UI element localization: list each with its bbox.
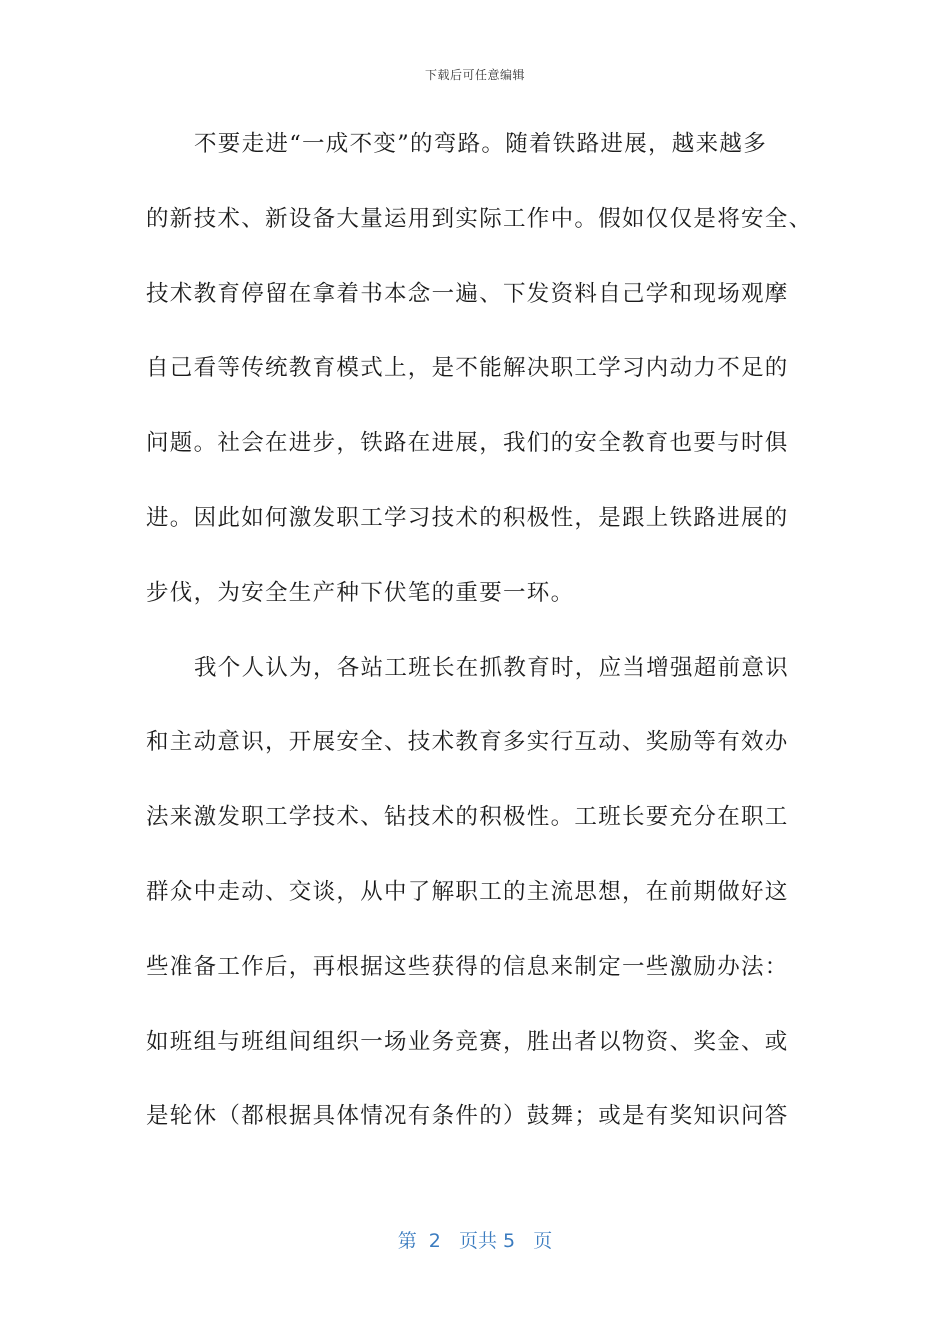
paragraph-1-line-2: 的新技术、新设备大量运用到实际工作中。假如仅仅是将安全、 [146, 205, 813, 232]
paragraph-1-line-1: 不要走进“一成不变”的弯路。随着铁路进展，越来越多 [194, 131, 768, 157]
page-header: 下载后可任意编辑 [424, 68, 525, 82]
paragraph-1-line-4: 自己看等传统教育模式上，是不能解决职工学习内动力不足的 [146, 355, 789, 382]
paragraph-2-line-5: 些准备工作后，再根据这些获得的信息来制定一些激励办法： [146, 953, 789, 980]
paragraph-2-line-3: 法来激发职工学技术、钻技术的积极性。工班长要充分在职工 [146, 804, 789, 831]
paragraph-1-line-3: 技术教育停留在拿着书本念一遍、下发资料自己学和现场观摩 [146, 280, 789, 307]
paragraph-2-line-4: 群众中走动、交谈，从中了解职工的主流思想，在前期做好这 [146, 878, 789, 905]
paragraph-2-line-1: 我个人认为，各站工班长在抓教育时，应当增强超前意识 [194, 654, 790, 681]
paragraph-2-line-6: 如班组与班组间组织一场业务竞赛，胜出者以物资、奖金、或 [146, 1028, 789, 1055]
paragraph-1-line-5: 问题。社会在进步，铁路在进展，我们的安全教育也要与时俱 [146, 430, 789, 457]
paragraph-2-line-7: 是轮休（都根据具体情况有条件的）鼓舞；或是有奖知识问答 [146, 1103, 789, 1130]
paragraph-2-line-2: 和主动意识，开展安全、技术教育多实行互动、奖励等有效办 [146, 729, 789, 756]
document-body [146, 124, 813, 1171]
paragraph-1-line-6: 进。因此如何激发职工学习技术的积极性，是跟上铁路进展的 [146, 504, 789, 531]
page-number-footer: 第 2 页共 5 页 [397, 1230, 553, 1252]
paragraph-1-line-7: 步伐，为安全生产种下伏笔的重要一环。 [146, 579, 575, 606]
